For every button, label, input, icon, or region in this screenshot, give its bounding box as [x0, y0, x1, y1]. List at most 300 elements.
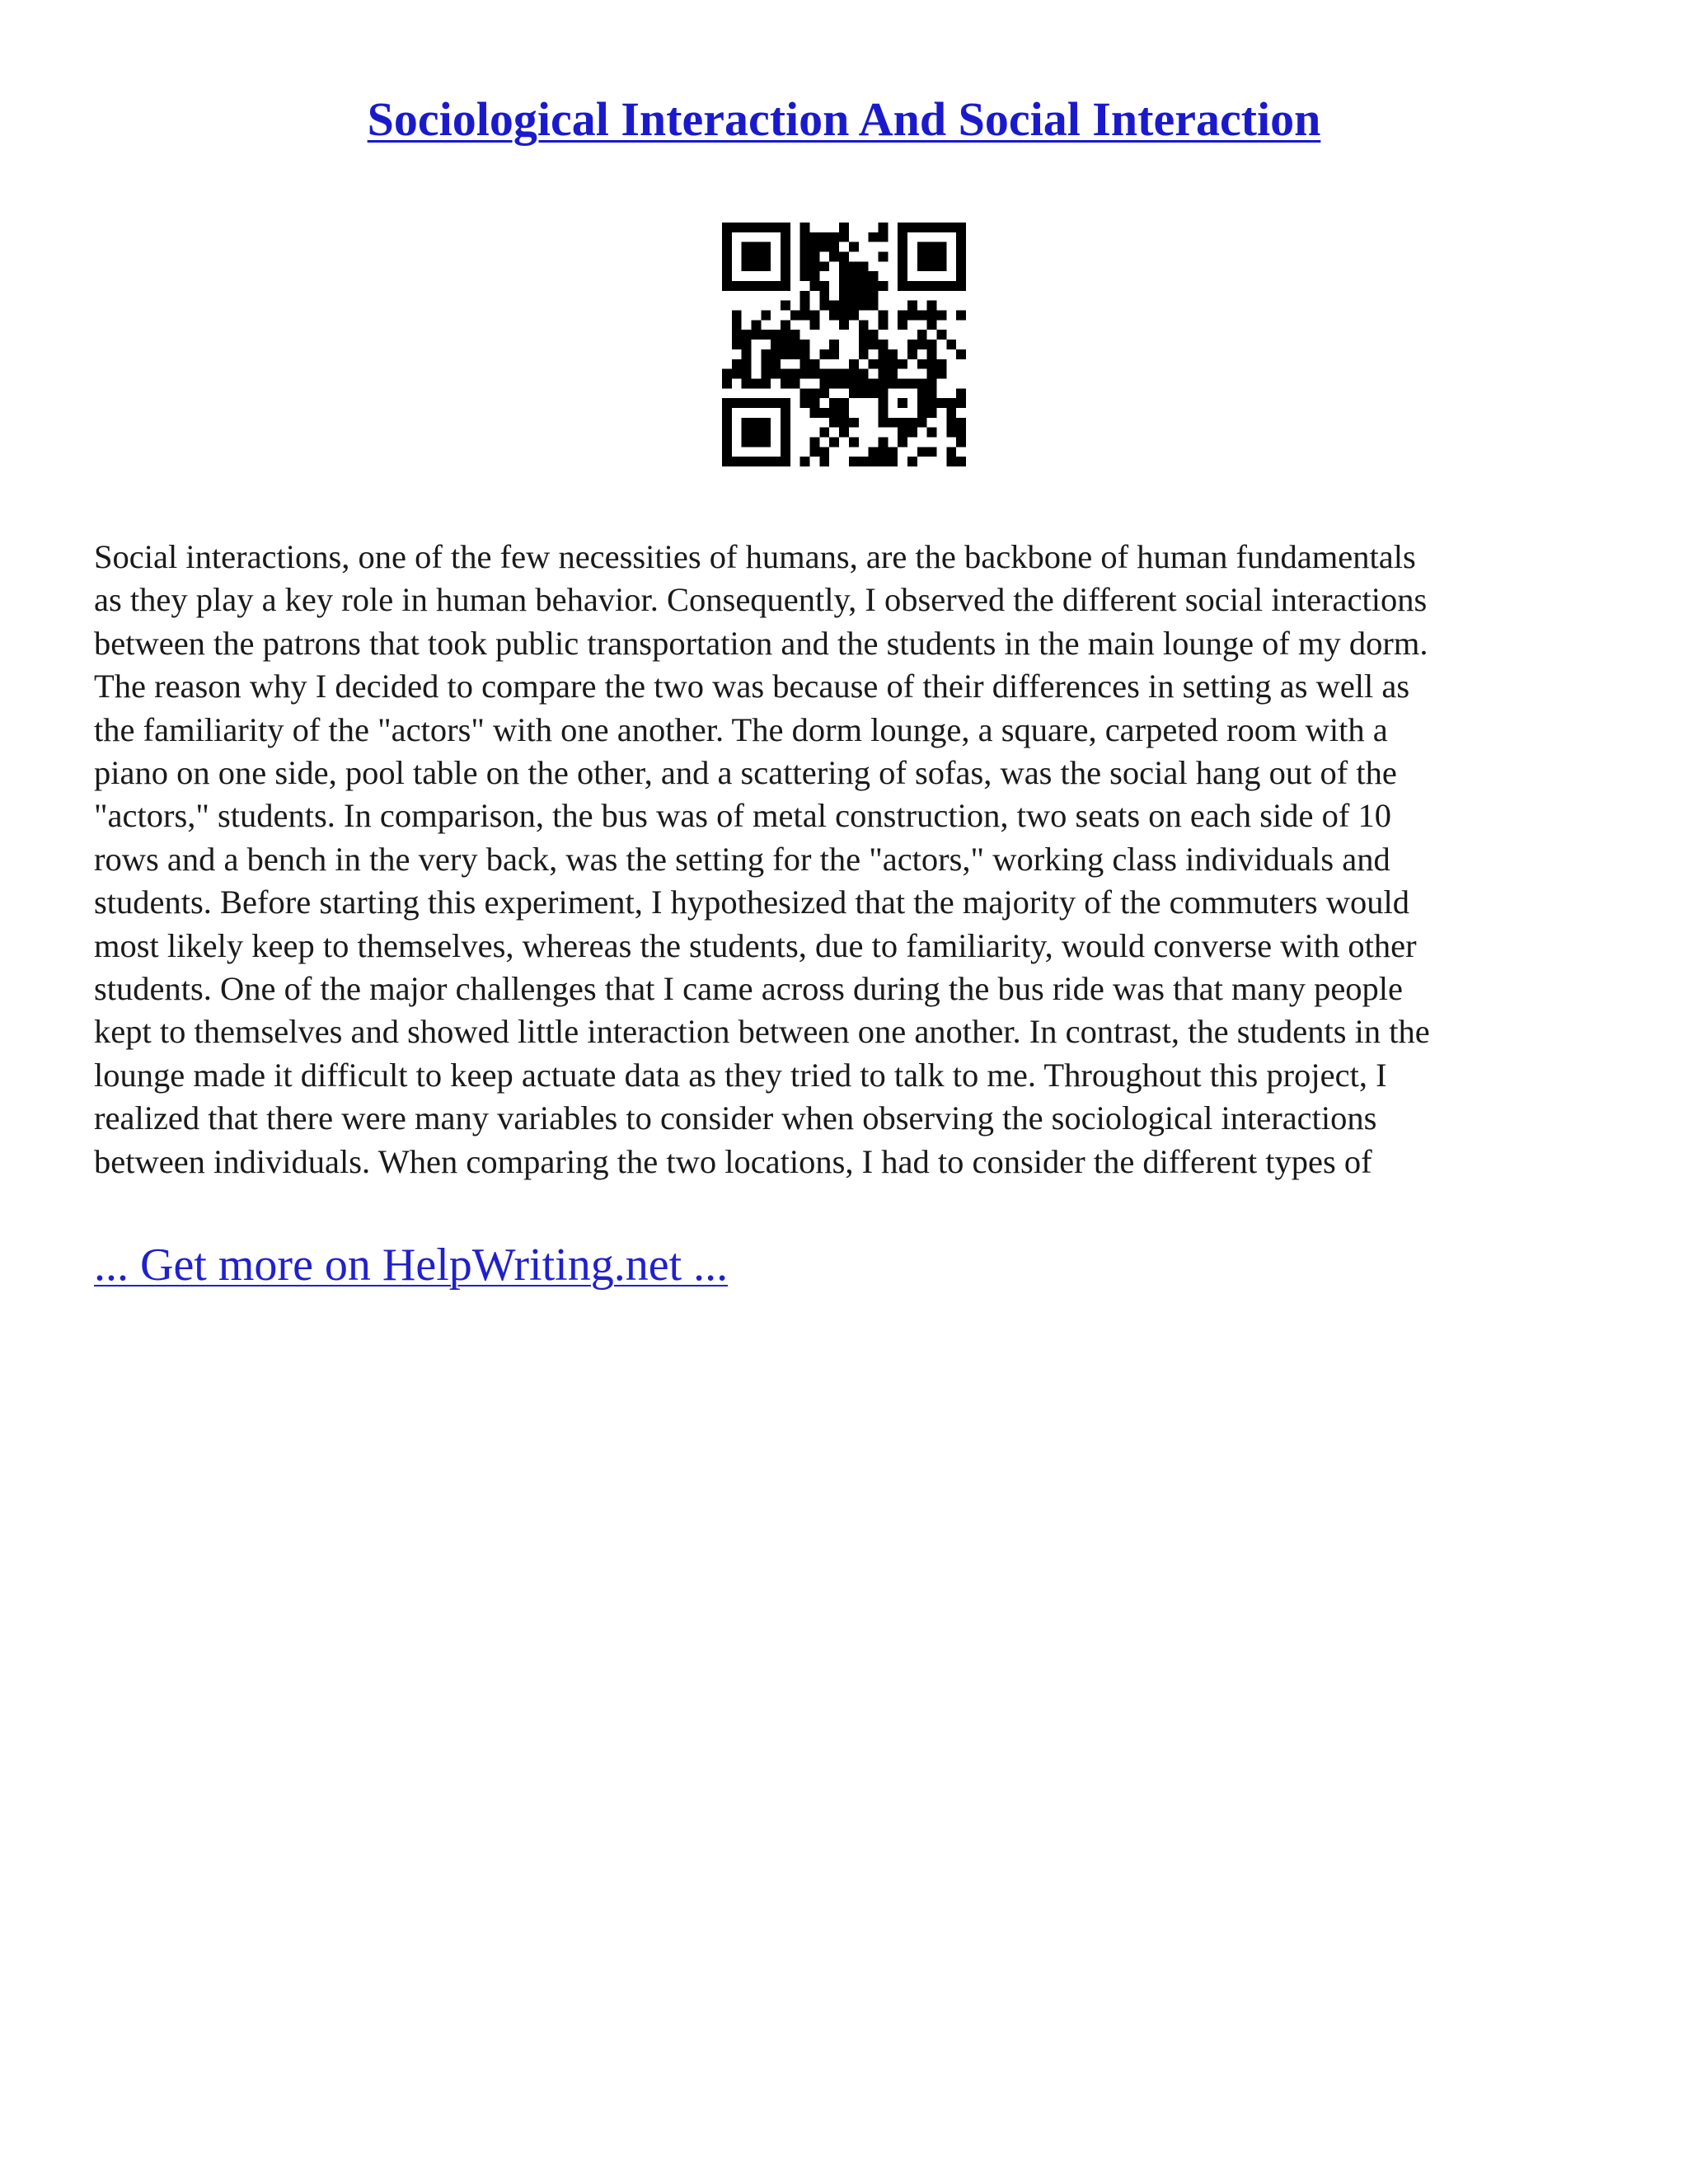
qr-module — [722, 378, 732, 388]
qr-module — [781, 271, 790, 281]
qr-module — [732, 457, 742, 466]
qr-module — [722, 223, 732, 232]
qr-module — [869, 330, 879, 340]
qr-module — [907, 418, 917, 428]
qr-module — [859, 330, 869, 340]
qr-module — [898, 232, 907, 242]
qr-module — [819, 349, 829, 359]
qr-module — [936, 369, 946, 379]
qr-module — [878, 320, 888, 330]
qr-module — [839, 223, 849, 232]
qr-module — [829, 408, 839, 418]
qr-module — [956, 428, 966, 438]
qr-module — [888, 359, 898, 369]
qr-module — [800, 252, 810, 262]
qr-module — [722, 418, 732, 428]
qr-module — [878, 281, 888, 291]
qr-module — [771, 223, 781, 232]
qr-module — [956, 437, 966, 447]
qr-module — [781, 330, 790, 340]
qr-module — [752, 223, 762, 232]
qr-module — [849, 271, 859, 281]
qr-module — [781, 457, 790, 466]
qr-module — [800, 388, 810, 398]
qr-module — [781, 378, 790, 388]
qr-module — [907, 311, 917, 321]
qr-module — [907, 223, 917, 232]
qr-module — [927, 359, 937, 369]
qr-module — [898, 223, 907, 232]
qr-module — [927, 320, 937, 330]
qr-module — [732, 369, 742, 379]
qr-module — [878, 232, 888, 242]
qr-module — [771, 349, 781, 359]
qr-module — [829, 242, 839, 252]
qr-module — [917, 252, 927, 262]
qr-module — [878, 369, 888, 379]
qr-module — [752, 428, 762, 438]
qr-module — [819, 261, 829, 271]
qr-module — [752, 320, 762, 330]
qr-module — [742, 330, 752, 340]
qr-module — [819, 378, 829, 388]
qr-module — [761, 369, 771, 379]
qr-module — [869, 271, 879, 281]
qr-module — [946, 340, 956, 349]
qr-module — [771, 359, 781, 369]
qr-module — [810, 281, 820, 291]
qr-module — [936, 242, 946, 252]
qr-module — [946, 428, 956, 438]
qr-module — [936, 359, 946, 369]
qr-module — [722, 428, 732, 438]
qr-module — [927, 311, 937, 321]
qr-module — [781, 369, 790, 379]
qr-module — [722, 447, 732, 457]
qr-module — [761, 428, 771, 438]
qr-module — [927, 281, 937, 291]
qr-module — [869, 359, 879, 369]
qr-module — [946, 223, 956, 232]
qr-module — [888, 369, 898, 379]
qr-module — [878, 408, 888, 418]
qr-module — [878, 359, 888, 369]
qr-module — [849, 359, 859, 369]
qr-module — [781, 242, 790, 252]
qr-module — [898, 398, 907, 408]
qr-module — [752, 418, 762, 428]
qr-module — [781, 320, 790, 330]
qr-module — [839, 291, 849, 301]
qr-module — [819, 369, 829, 379]
qr-module — [742, 261, 752, 271]
qr-module — [839, 369, 849, 379]
qr-module — [722, 437, 732, 447]
qr-module — [742, 428, 752, 438]
qr-module — [849, 311, 859, 321]
qr-module — [781, 301, 790, 311]
qr-module — [859, 378, 869, 388]
qr-module — [936, 252, 946, 262]
qr-module — [878, 340, 888, 349]
qr-module — [829, 232, 839, 242]
qr-module — [898, 311, 907, 321]
qr-module — [839, 378, 849, 388]
qr-module — [761, 418, 771, 428]
qr-module — [781, 349, 790, 359]
qr-module — [810, 398, 820, 408]
qr-module — [956, 418, 966, 428]
qr-module — [839, 418, 849, 428]
qr-module — [936, 281, 946, 291]
qr-module — [849, 261, 859, 271]
qr-module — [956, 349, 966, 359]
qr-module — [839, 320, 849, 330]
qr-module — [898, 252, 907, 262]
qr-module — [839, 252, 849, 262]
qr-module — [819, 388, 829, 398]
qr-module — [829, 398, 839, 408]
qr-module — [742, 457, 752, 466]
qr-module — [898, 242, 907, 252]
qr-module — [771, 369, 781, 379]
qr-module — [917, 359, 927, 369]
qr-module — [859, 349, 869, 359]
body-paragraph: Social interactions, one of the few necessities of humans, are the backbone of human fundamentals as they play a key role in human behavior. Consequently, I observed the different social interactions between the patrons that took public transportation and the students in the main lounge of my dorm. The reason why I decided to compare the two was because of their differences in setting as well as the familiarity of the "actors" with one another. The dorm lounge, a square, carpeted room with a piano on one side, pool table on the other, and a scattering of sofas, was the social hang out of the "actors," students. In comparison, the bus was of metal construction, two seats on each side of 10 rows and a bench in the very back, was the setting for the "actors," working class individuals and students. Before starting this experiment, I hypothesized that the majority of the commuters would most likely keep to themselves, whereas the students, due to familiarity, would converse with other students. One of the major challenges that I came across during the bus ride was that many people kept to themselves and showed little interaction between one another. In contrast, the students in the lounge made it difficult to keep actuate data as they tried to talk to me. Throughout this project, I realized that there were many variables to consider when observing the sociological interactions between individuals. When comparing the two locations, I had to consider the different types of — [94, 538, 1430, 1180]
qr-module — [829, 418, 839, 428]
qr-module — [956, 252, 966, 262]
qr-module — [859, 261, 869, 271]
qr-module — [761, 457, 771, 466]
qr-code-graphic — [722, 223, 966, 466]
qr-module — [829, 378, 839, 388]
qr-module — [800, 369, 810, 379]
qr-module — [819, 281, 829, 291]
qr-module — [839, 271, 849, 281]
qr-module — [781, 418, 790, 428]
qr-module — [956, 232, 966, 242]
qr-module — [810, 311, 820, 321]
qr-module — [878, 311, 888, 321]
qr-module — [946, 281, 956, 291]
qr-module — [927, 349, 937, 359]
qr-module — [859, 388, 869, 398]
qr-module — [781, 428, 790, 438]
qr-module — [800, 223, 810, 232]
qr-module — [927, 261, 937, 271]
more-link-container — [94, 1236, 728, 1294]
qr-module — [907, 340, 917, 349]
qr-module — [722, 271, 732, 281]
qr-module — [732, 223, 742, 232]
qr-module — [849, 437, 859, 447]
qr-module — [946, 398, 956, 408]
qr-module — [917, 311, 927, 321]
qr-module — [742, 340, 752, 349]
qr-module — [761, 242, 771, 252]
qr-module — [752, 242, 762, 252]
qr-module — [898, 437, 907, 447]
qr-module — [946, 447, 956, 457]
qr-module — [869, 301, 879, 311]
qr-module — [888, 447, 898, 457]
qr-module — [849, 457, 859, 466]
qr-module — [829, 349, 839, 359]
get-more-link[interactable]: ... Get more on HelpWriting.net ... — [94, 1240, 729, 1291]
qr-module — [898, 378, 907, 388]
qr-module — [742, 242, 752, 252]
qr-module — [761, 349, 771, 359]
qr-module — [722, 457, 732, 466]
qr-module — [810, 320, 820, 330]
qr-module — [898, 261, 907, 271]
qr-module — [869, 232, 879, 242]
qr-module — [927, 388, 937, 398]
qr-module — [732, 320, 742, 330]
qr-module — [839, 261, 849, 271]
qr-module — [927, 369, 937, 379]
qr-module — [781, 408, 790, 418]
qr-module — [917, 447, 927, 457]
qr-module — [781, 232, 790, 242]
qr-module — [849, 378, 859, 388]
qr-module — [878, 252, 888, 262]
qr-module — [742, 359, 752, 369]
qr-module — [810, 447, 820, 457]
qr-module — [907, 349, 917, 359]
qr-module — [781, 340, 790, 349]
qr-module — [956, 311, 966, 321]
qr-module — [790, 349, 800, 359]
qr-module — [849, 281, 859, 291]
qr-module — [761, 252, 771, 262]
qr-module — [819, 242, 829, 252]
qr-module — [839, 311, 849, 321]
qr-module — [878, 388, 888, 398]
qr-module — [742, 252, 752, 262]
qr-module — [761, 261, 771, 271]
qr-module — [781, 447, 790, 457]
qr-module — [907, 378, 917, 388]
qr-module — [839, 428, 849, 438]
qr-module — [956, 242, 966, 252]
qr-module — [907, 281, 917, 291]
qr-module — [781, 252, 790, 262]
qr-module — [752, 378, 762, 388]
qr-module — [771, 340, 781, 349]
qr-module — [790, 378, 800, 388]
page-title — [0, 89, 1688, 150]
qr-module — [742, 349, 752, 359]
qr-module — [771, 330, 781, 340]
qr-module — [761, 311, 771, 321]
qr-module — [771, 281, 781, 291]
qr-module — [732, 281, 742, 291]
qr-module — [810, 437, 820, 447]
qr-module — [849, 388, 859, 398]
qr-module — [829, 340, 839, 349]
qr-module — [907, 457, 917, 466]
qr-module — [761, 330, 771, 340]
qr-module — [907, 428, 917, 438]
qr-module — [898, 320, 907, 330]
qr-module — [936, 311, 946, 321]
qr-module — [781, 261, 790, 271]
qr-module — [869, 281, 879, 291]
qr-module — [927, 447, 937, 457]
qr-code-icon — [722, 223, 966, 466]
qr-module — [819, 291, 829, 301]
qr-module — [761, 359, 771, 369]
qr-module — [859, 281, 869, 291]
qr-module — [732, 311, 742, 321]
qr-module — [781, 223, 790, 232]
qr-module — [927, 340, 937, 349]
qr-module — [742, 223, 752, 232]
qr-module — [732, 359, 742, 369]
qr-module — [839, 232, 849, 242]
qr-module — [898, 281, 907, 291]
qr-module — [742, 437, 752, 447]
qr-module — [761, 223, 771, 232]
qr-module — [927, 408, 937, 418]
qr-module — [859, 369, 869, 379]
qr-module — [790, 311, 800, 321]
qr-module — [859, 340, 869, 349]
qr-module — [956, 261, 966, 271]
qr-module — [917, 408, 927, 418]
qr-module — [878, 378, 888, 388]
qr-module — [936, 261, 946, 271]
qr-module — [869, 388, 879, 398]
qr-module — [869, 457, 879, 466]
qr-module — [869, 378, 879, 388]
qr-module — [898, 359, 907, 369]
qr-module — [819, 428, 829, 438]
qr-module — [800, 271, 810, 281]
qr-module — [917, 398, 927, 408]
title-link[interactable]: Sociological Interaction And Social Interaction — [367, 92, 1321, 146]
qr-module — [917, 388, 927, 398]
qr-module — [800, 291, 810, 301]
qr-module — [917, 223, 927, 232]
qr-module — [722, 252, 732, 262]
qr-module — [898, 271, 907, 281]
qr-module — [752, 398, 762, 408]
qr-module — [956, 388, 966, 398]
qr-module — [869, 447, 879, 457]
qr-module — [742, 281, 752, 291]
qr-module — [819, 457, 829, 466]
qr-module — [878, 418, 888, 428]
qr-module — [878, 398, 888, 408]
qr-module — [888, 378, 898, 388]
qr-module — [898, 418, 907, 428]
qr-module — [936, 223, 946, 232]
qr-module — [946, 457, 956, 466]
qr-module — [956, 398, 966, 408]
qr-module — [849, 291, 859, 301]
qr-module — [956, 271, 966, 281]
qr-module — [800, 232, 810, 242]
qr-module — [927, 378, 937, 388]
qr-module — [722, 398, 732, 408]
qr-module — [752, 252, 762, 262]
qr-module — [927, 223, 937, 232]
qr-module — [800, 457, 810, 466]
qr-module — [917, 242, 927, 252]
qr-module — [722, 242, 732, 252]
qr-module — [742, 398, 752, 408]
qr-module — [888, 349, 898, 359]
qr-module — [839, 281, 849, 291]
qr-module — [927, 242, 937, 252]
qr-module — [800, 301, 810, 311]
qr-module — [859, 457, 869, 466]
qr-module — [888, 457, 898, 466]
qr-module — [829, 252, 839, 262]
qr-module — [936, 398, 946, 408]
qr-module — [810, 408, 820, 418]
qr-module — [800, 359, 810, 369]
qr-module — [878, 437, 888, 447]
qr-module — [810, 369, 820, 379]
qr-module — [800, 311, 810, 321]
qr-module — [790, 369, 800, 379]
qr-module — [849, 369, 859, 379]
qr-module — [752, 437, 762, 447]
qr-module — [790, 340, 800, 349]
qr-module — [819, 447, 829, 457]
qr-module — [878, 457, 888, 466]
qr-module — [917, 378, 927, 388]
qr-module — [917, 281, 927, 291]
qr-module — [771, 398, 781, 408]
qr-module — [849, 301, 859, 311]
qr-module — [761, 378, 771, 388]
qr-module — [829, 311, 839, 321]
qr-module — [790, 330, 800, 340]
qr-module — [742, 369, 752, 379]
qr-module — [800, 349, 810, 359]
qr-module — [898, 428, 907, 438]
qr-module — [927, 252, 937, 262]
qr-module — [810, 232, 820, 242]
qr-module — [946, 418, 956, 428]
qr-module — [722, 232, 732, 242]
qr-module — [936, 330, 946, 340]
qr-module — [956, 281, 966, 291]
qr-module — [869, 340, 879, 349]
qr-module — [917, 340, 927, 349]
qr-module — [819, 232, 829, 242]
qr-module — [742, 378, 752, 388]
qr-module — [781, 398, 790, 408]
qr-module — [722, 369, 732, 379]
qr-module — [732, 398, 742, 408]
qr-module — [927, 301, 937, 311]
qr-module — [869, 291, 879, 301]
qr-module — [810, 271, 820, 281]
qr-module — [752, 281, 762, 291]
qr-module — [771, 457, 781, 466]
qr-module — [829, 369, 839, 379]
qr-module — [839, 398, 849, 408]
qr-module — [819, 408, 829, 418]
qr-module — [917, 261, 927, 271]
qr-module — [761, 398, 771, 408]
qr-module — [927, 428, 937, 438]
